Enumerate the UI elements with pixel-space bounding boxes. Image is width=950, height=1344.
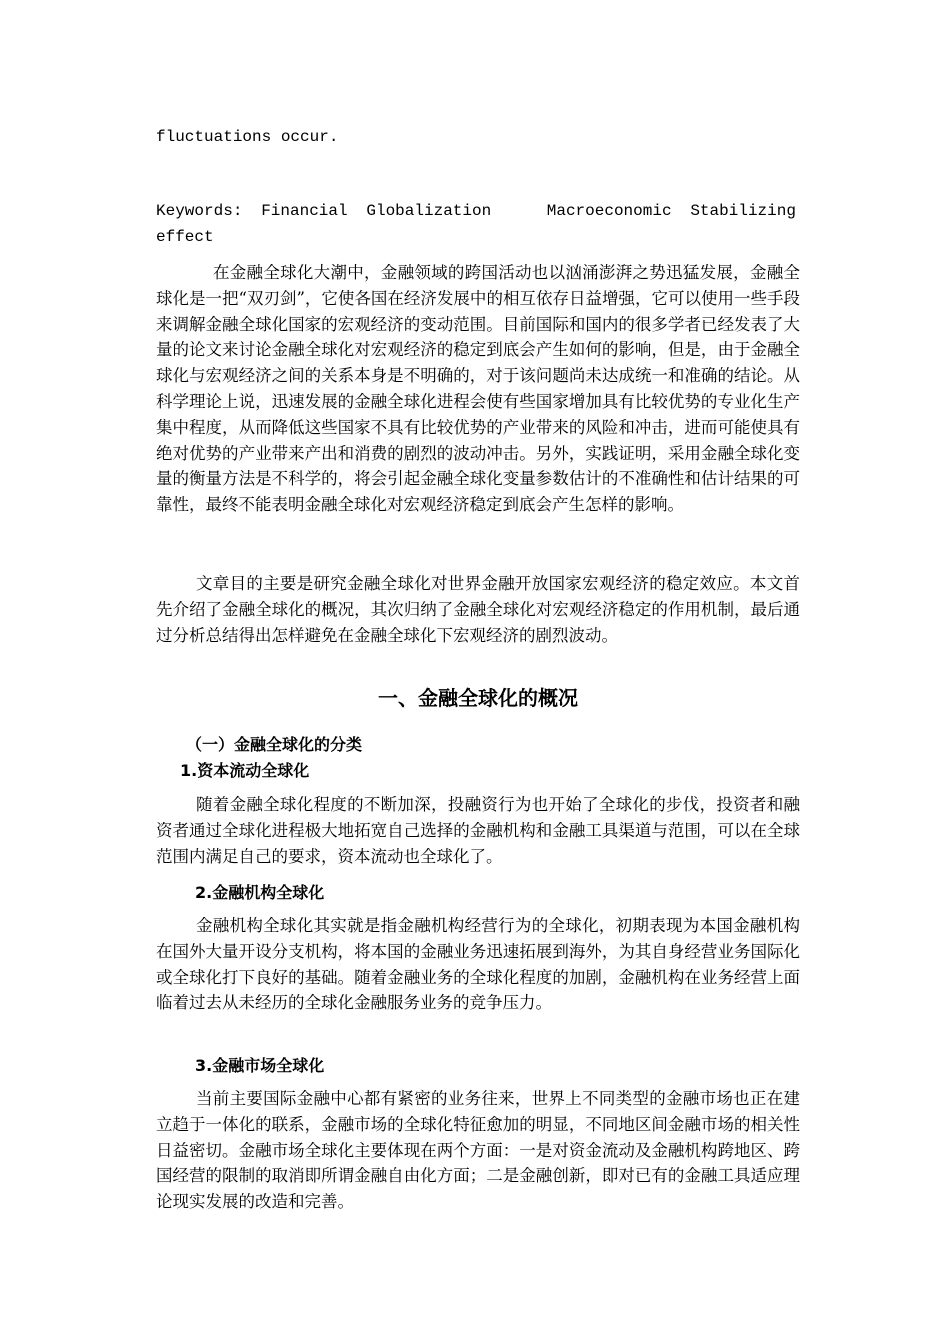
item-heading: 2.金融机构全球化 [195,883,325,902]
keyword-term: Financial [261,202,348,220]
intro-paragraph: 文章目的主要是研究金融全球化对世界金融开放国家宏观经济的稳定效应。本文首先介绍了金融全球化的概况，其次归纳了金融全球化对宏观经济稳定的作用机制，最后通过分析总结得出怎样避免在金融全球化下宏观经济的剧烈波动。 [156,574,800,645]
keywords-label: Keywords: [156,202,243,220]
subsection-title: （一）金融全球化的分类 [186,735,363,754]
section-title: 一、金融全球化的概况 [378,686,578,710]
keyword-term: Macroeconomic [546,202,672,220]
item-heading: 3.金融市场全球化 [195,1056,325,1075]
item-heading: 1.资本流动全球化 [180,761,310,780]
keywords-continuation: effect [156,228,214,246]
keyword-term: Stabilizing [690,202,796,220]
abstract-fragment: fluctuations occur. [156,128,339,146]
item-paragraph: 当前主要国际金融中心都有紧密的业务往来，世界上不同类型的金融市场也正在建立趋于一体化的联系，金融市场的全球化特征愈加的明显，不同地区间金融市场的相关性日益密切。金融市场全球化主要体现在两个方面：一是对资金流动及金融机构跨地区、跨国经营的限制的取消即所谓金融自由化方面；二是金融创新，即对已有的金融工具适应理论现实发展的改造和完善。 [156,1089,800,1212]
item-paragraph: 随着金融全球化程度的不断加深，投融资行为也开始了全球化的步伐，投资者和融资者通过全球化进程极大地拓宽自己选择的金融机构和金融工具渠道与范围，可以在全球范围内满足自己的要求，资本流动也全球化了。 [156,795,800,866]
keywords-line [156,198,796,224]
keywords-block [156,198,796,250]
item-paragraph: 金融机构全球化其实就是指金融机构经营行为的全球化，初期表现为本国金融机构在国外大量开设分支机构，将本国的金融业务迅速拓展到海外，为其自身经营业务国际化或全球化打下良好的基础。随着金融业务的全球化程度的加剧，金融机构在业务经营上面临着过去从未经历的全球化金融服务业务的竞争压力。 [156,916,800,1013]
keyword-term: Globalization [366,202,492,220]
intro-paragraph: 在金融全球化大潮中，金融领域的跨国活动也以汹涌澎湃之势迅猛发展，金融全球化是一把“双刃剑”，它使各国在经济发展中的相互依存日益增强，它可以使用一些手段来调解金融全球化国家的宏观经济的变动范围。目前国际和国内的很多学者已经发表了大量的论文来讨论金融全球化对宏观经济的稳定到底会产生如何的影响，但是，由于金融全球化与宏观经济之间的关系本身是不明确的，对于该问题尚未达成统一和准确的结论。从科学理论上说，迅速发展的金融全球化进程会使有些国家增加具有比较优势的专业化生产集中程度，从而降低这些国家不具有比较优势的产业带来的风险和冲击，进而可能使具有绝对优势的产业带来产出和消费的剧烈的波动冲击。另外，实践证明，采用金融全球化变量的衡量方法是不科学的，将会引起金融全球化变量参数估计的不准确性和估计结果的可靠性，最终不能表明金融全球化对宏观经济稳定到底会产生怎样的影响。 [156,263,800,515]
